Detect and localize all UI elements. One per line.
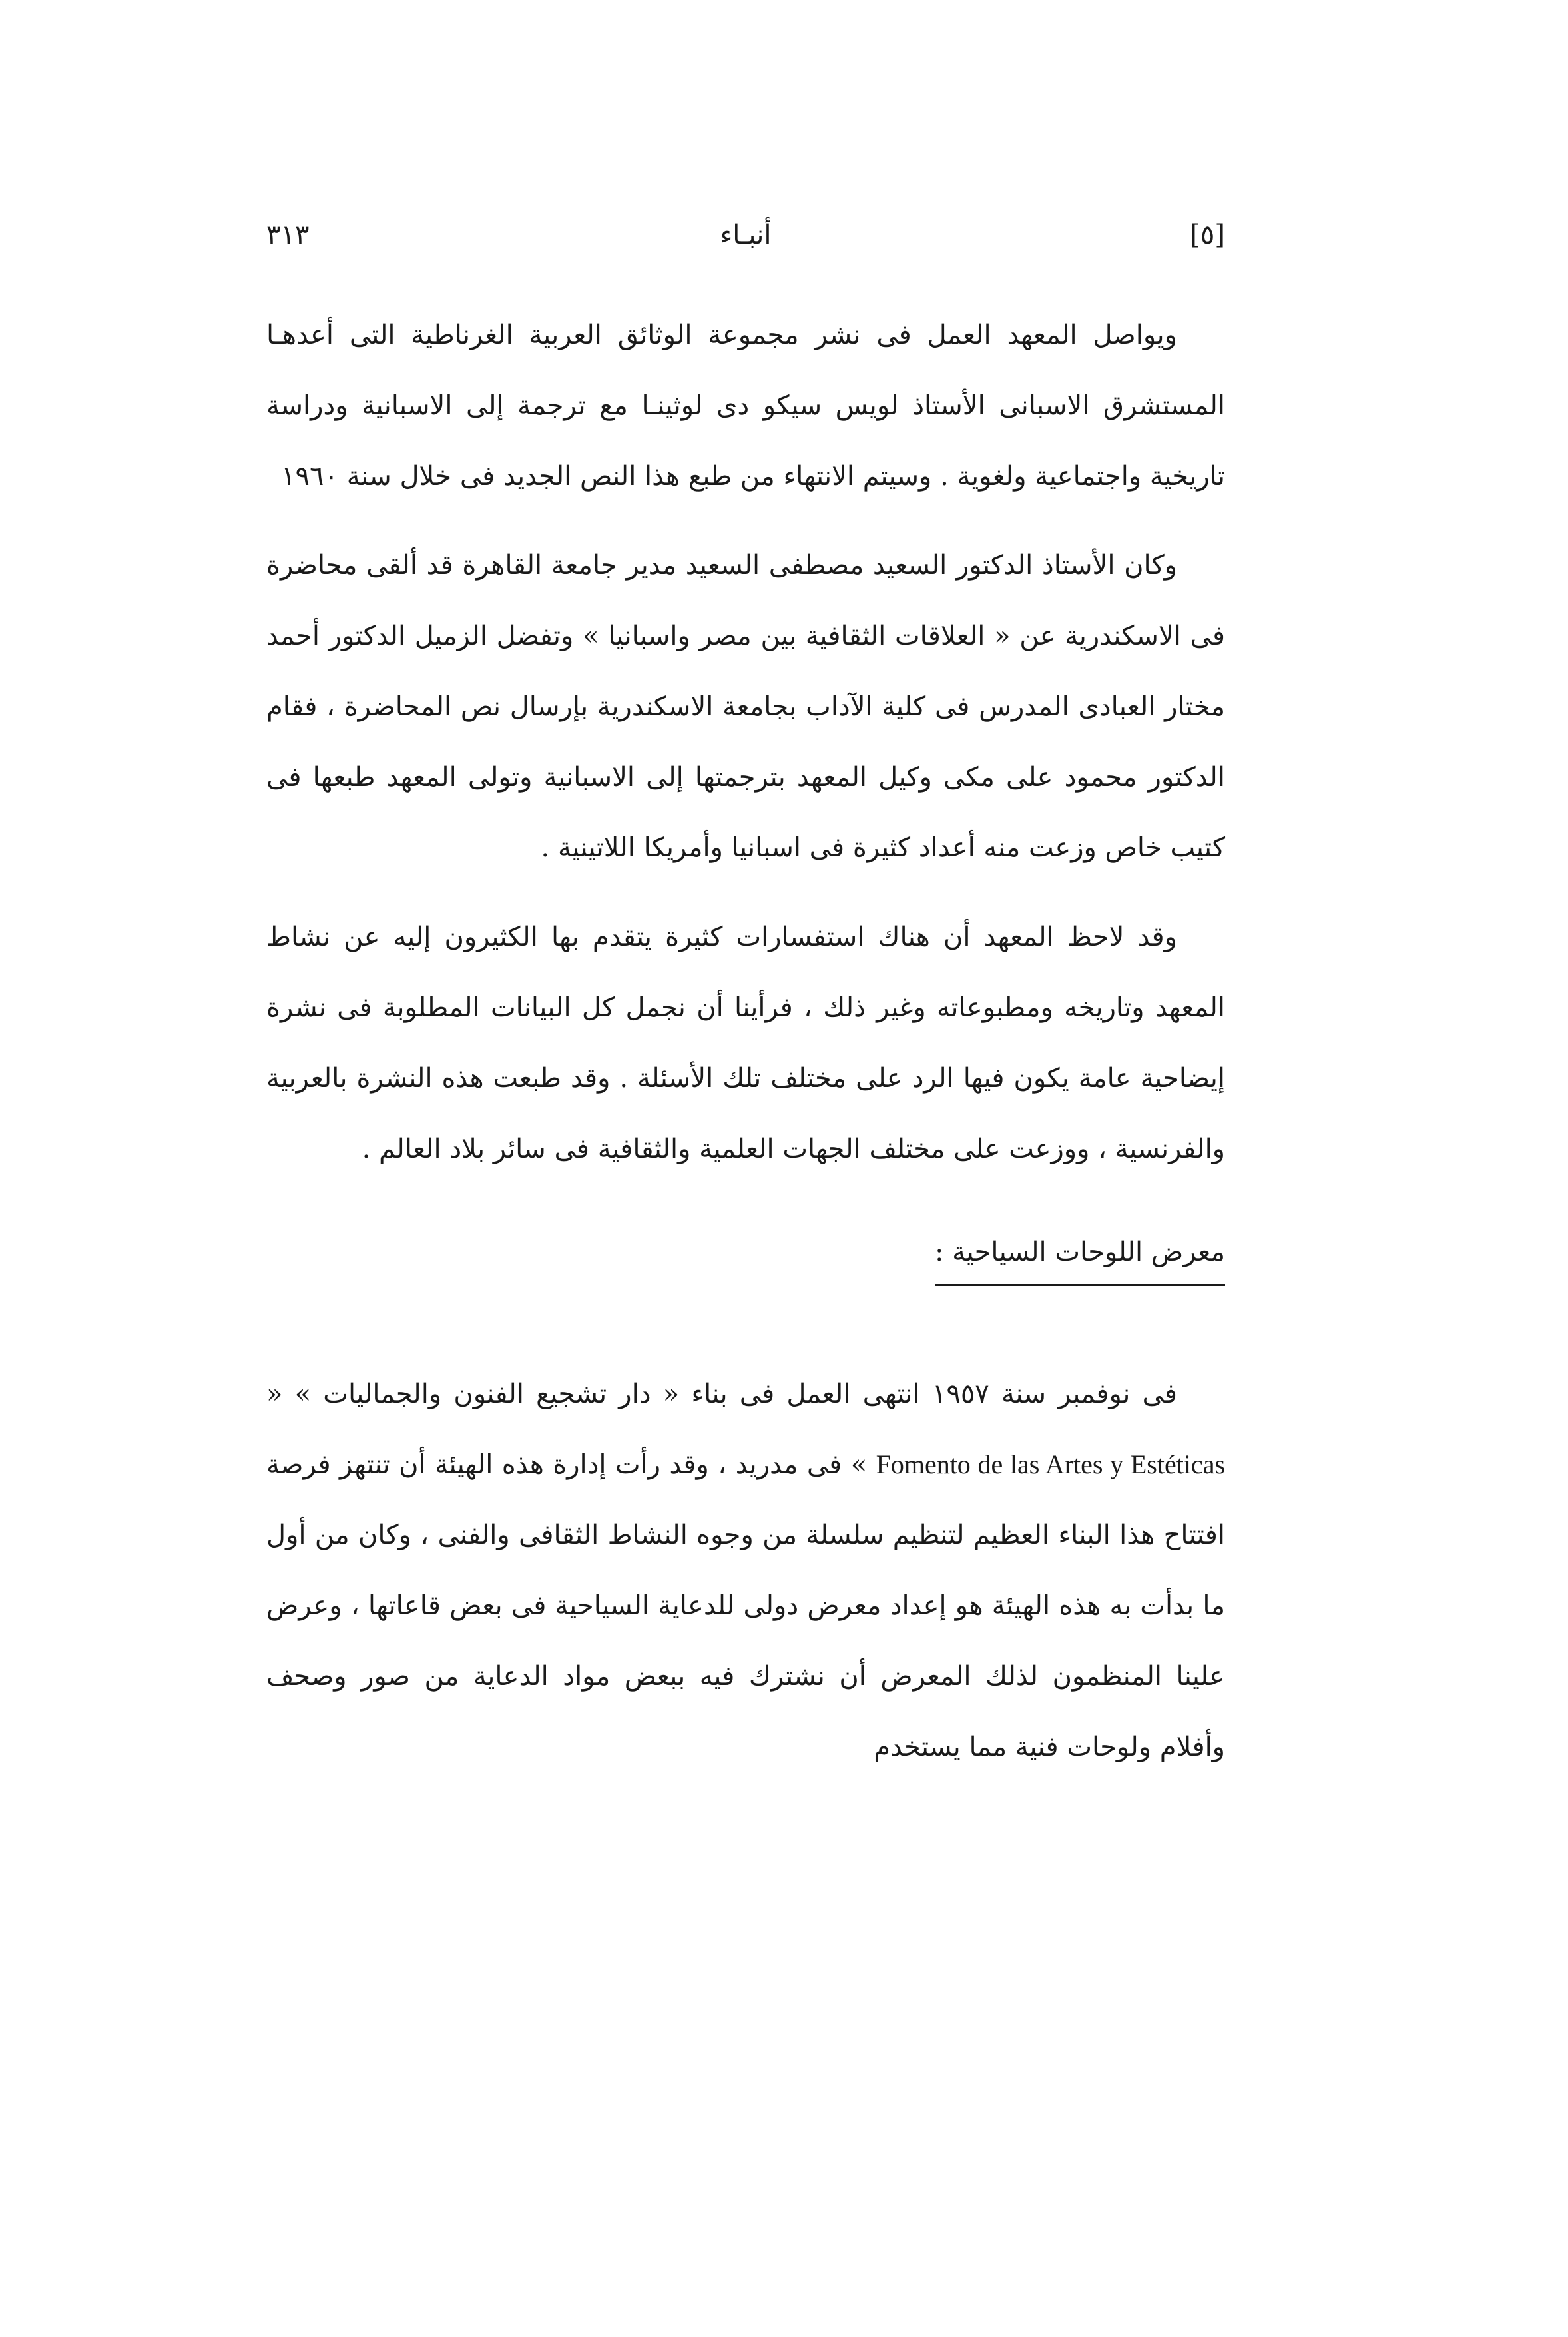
paragraph-granada-documents: ويواصل المعهد العمل فى نشر مجموعة الوثائق العربية الغرناطية التى أعدهـا المستشرق الاسبانى الأستاذ لويس سيكو دى لوثينـا مع ترجمة إلى الاسبانية ودراسة تاريخية واجتماعية ولغوية . وسيتم الانتهاء من طبع هذا النص الجديد فى خلال سنة ١٩٦٠ [266,320,1225,492]
section-number: [٥] [1190,220,1225,250]
paragraph-tourism-exhibition-end: » فى مدريد ، وقد رأت إدارة هذه الهيئة أن تنتهز فرصة افتتاح هذا البناء العظيم لتنظيم سلسلة من وجوه النشاط الثقافى والفنى ، وكان من أول ما بدأت به هذه الهيئة هو إعداد معرض دولى للدعاية السياحية فى بعض قاعاتها ، وعرض علينا المنظمون لذلك المعرض أن نشترك فيه ببعض مواد الدعاية من صور وصحف وأفلام ولوحات فنية مما يستخدم [266,1449,1225,1762]
section-heading-container [892,1232,1225,1286]
section-body [266,1359,1225,1801]
paragraph-information-brochure: وقد لاحظ المعهد أن هناك استفسارات كثيرة يتقدم بها الكثيرون إليه عن نشاط المعهد وتاريخه ومطبوعاته وغير ذلك ، فرأينا أن نجمل كل البيانات المطلوبة فى نشرة إيضاحية عامة يكون فيها الرد على مختلف تلك الأسئلة . وقد طبعت هذه النشرة بالعربية والفرنسية ، ووزعت على مختلف الجهات العلمية والثقافية فى سائر بلاد العالم . [266,922,1225,1164]
paragraph-tourism-exhibition [266,1359,1225,1782]
paragraph-tourism-exhibition-start: فى نوفمبر سنة ١٩٥٧ انتهى العمل فى بناء « دار تشجيع الفنون والجماليات » « [266,1379,1177,1409]
latin-institution-name: Fomento de las Artes y Estéticas [876,1449,1226,1479]
page-header [266,220,1225,273]
page-number: ٣١٣ [266,220,310,250]
section-heading: معرض اللوحات السياحية : [935,1232,1225,1286]
running-title: أنبـاء [720,220,772,250]
paragraph-cultural-relations-lecture: وكان الأستاذ الدكتور السعيد مصطفى السعيد مدير جامعة القاهرة قد ألقى محاضرة فى الاسكندرية عن « العلاقات الثقافية بين مصر واسبانيا » وتفضل الزميل الدكتور أحمد مختار العبادى المدرس فى كلية الآداب بجامعة الاسكندرية بإرسال نص المحاضرة ، فقام الدكتور محمود على مكى وكيل المعهد بترجمتها إلى الاسبانية وتولى المعهد طبعها فى كتيب خاص وزعت منه أعداد كثيرة فى اسبانيا وأمريكا اللاتينية . [266,550,1225,863]
body-text [266,300,1225,1203]
